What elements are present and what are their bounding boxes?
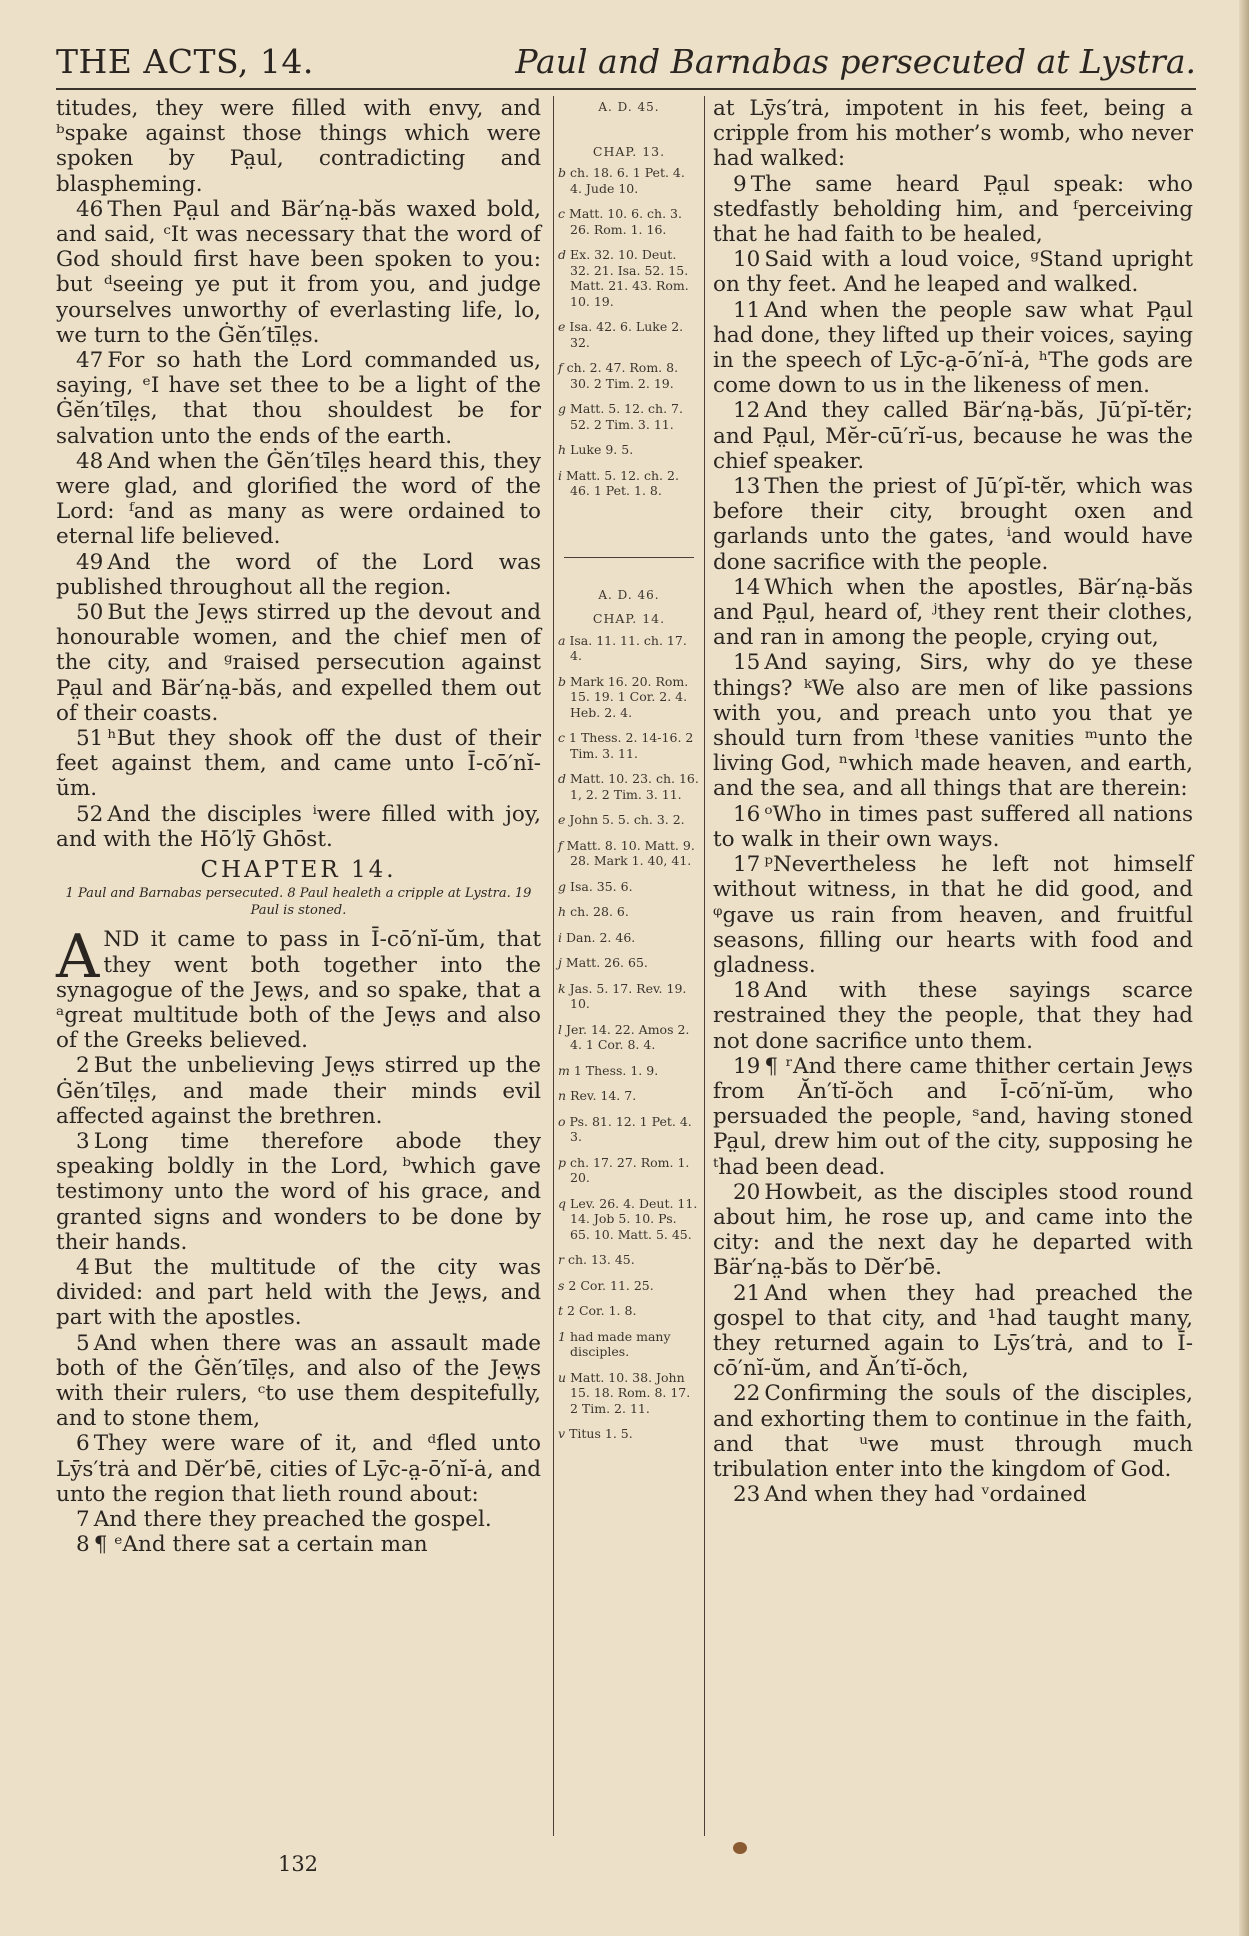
verse-text: ᵒWho in times past suffered all nations to walk in their own ways.: [713, 801, 1193, 852]
verse-number: 16: [733, 801, 761, 827]
reference-text: Matt. 10. 23. ch. 16. 1, 2. 2 Tim. 3. 11.: [570, 771, 699, 802]
reference-letter: s: [558, 1277, 565, 1293]
verse-number: 4: [76, 1254, 90, 1280]
page-header: [56, 36, 1196, 90]
verse-text: Then Pa̤ul and Bär′na̤-băs waxed bold, and said, ᶜIt was necessary that the word of God should first have been spoken to you: but ᵈseeing ye put it from you, and judge yourselves unworthy of everlasting life, lo, we turn to the Ġĕn′tīle̤s.: [56, 196, 541, 348]
verse-text: The same heard Pa̤ul speak: who stedfastly beholding him, and ᶠperceiving that he had faith to be healed,: [713, 171, 1193, 248]
verse: [56, 96, 541, 197]
reference-letter: b: [558, 673, 567, 689]
verse-text: Howbeit, as the disciples stood round about him, he rose up, and came into the city: and the next day he departed with Bär′na̤-băs to Dĕr′bē.: [713, 1179, 1193, 1281]
reference-letter: f: [558, 360, 563, 375]
ink-spot: [733, 1842, 747, 1854]
reference-letter: k: [558, 980, 566, 996]
reference-letter: v: [558, 1426, 566, 1441]
reference-text: John 5. 5. ch. 3. 2.: [569, 812, 685, 827]
cross-reference: [558, 1088, 700, 1104]
drop-cap: A: [56, 922, 100, 993]
reference-letter: c: [558, 730, 566, 745]
reference-text: Lev. 26. 4. Deut. 11. 14. Job 5. 10. Ps. 65. 10. Matt. 5. 45.: [570, 1195, 698, 1242]
reference-letter: j: [558, 955, 562, 970]
verse-text: And when the people saw what Pa̤ul had done, they lifted up their voices, saying in the speech of Lȳc-a̤-ō′nĭ-ȧ, ʰThe gods are come down to us in the likeness of men.: [713, 297, 1193, 399]
verse-text: And there they preached the gospel.: [93, 1506, 492, 1532]
verse-text: ᵖNevertheless he left not himself without witness, in that he did good, and ᵠgave us rain from heaven, and fruitful seasons, filling our hearts with food and gladness.: [713, 852, 1193, 978]
cross-reference: [558, 1063, 700, 1079]
cross-reference: [558, 442, 700, 458]
chapter-marker-top: CHAP. 13.: [592, 143, 666, 159]
verse: [713, 852, 1193, 978]
verse-number: 50: [76, 600, 104, 626]
verse-number: 15: [733, 650, 761, 676]
verse-text: titudes, they were filled with envy, and ᵇspake against those things which were spoken by Pa̤ul, contradicting and blaspheming.: [56, 96, 541, 197]
reference-letter: o: [558, 1113, 566, 1129]
reference-text: Matt. 8. 10. Matt. 9. 28. Mark 1. 40, 41.: [566, 837, 695, 868]
page-number: 132: [277, 1852, 319, 1876]
reference-text: Isa. 35. 6.: [570, 878, 633, 894]
verse-text: at Lȳs′trȧ, impotent in his feet, being a cripple from his mother’s womb, who never had walked:: [713, 96, 1193, 172]
cross-reference: [558, 633, 700, 664]
cross-reference: [558, 1278, 700, 1294]
verse-text: And when the Ġĕn′tīle̤s heard this, they were glad, and glorified the word of the Lord: ᶠand as many as were ordained to eternal life believed.: [56, 448, 541, 550]
reference-letter: 1: [558, 1328, 566, 1344]
verse-number: 17: [733, 852, 761, 878]
cross-reference: [558, 1114, 700, 1145]
reference-text: Mark 16. 20. Rom. 15. 19. 1 Cor. 2. 4. Heb. 2. 4.: [570, 673, 689, 720]
verse: [713, 1054, 1193, 1180]
verse: [713, 1482, 1193, 1507]
verse-text: But the Jew̤s stirred up the devout and honourable women, and the chief men of the city, and ᵍraised persecution against Pa̤ul and Bär′na̤-băs, and expelled them out of their coasts.: [56, 600, 541, 726]
reference-text: Jas. 5. 17. Rev. 19. 10.: [569, 980, 687, 1011]
running-head-book: THE ACTS, 14.: [56, 42, 314, 81]
page-edge: [1239, 0, 1249, 1936]
reference-text: Ps. 81. 12. 1 Pet. 4. 3.: [569, 1113, 692, 1144]
verse: [56, 802, 541, 852]
verse: [56, 449, 541, 550]
column-rule-left: [553, 96, 554, 1836]
verse-number: 20: [733, 1179, 761, 1205]
verse-number: 22: [733, 1381, 761, 1407]
verse-text: And when they had preached the gospel to that city, and ¹had taught many, they returned again to Lȳs′trȧ, and to Ī-cō′nĭ-ŭm, and Ăn′tĭ-ŏch,: [713, 1280, 1193, 1382]
verse: [713, 398, 1193, 474]
verse-text: Said with a loud voice, ᵍStand upright on thy feet. And he leaped and walked.: [713, 247, 1193, 298]
reference-text: 1 Thess. 2. 14-16. 2 Tim. 3. 11.: [569, 730, 694, 761]
verse-number: 19: [733, 1053, 761, 1079]
reference-text: Matt. 5. 12. ch. 7. 52. 2 Tim. 3. 11.: [570, 401, 683, 432]
verse-number: 46: [76, 196, 104, 222]
verse-number: 7: [76, 1506, 90, 1532]
verse-number: 47: [76, 348, 104, 374]
chapter-title: CHAPTER 14.: [200, 857, 397, 884]
running-head-topic: Paul and Barnabas persecuted at Lystra.: [515, 42, 1196, 81]
reference-text: Isa. 11. 11. ch. 17. 4.: [569, 632, 687, 663]
verse: [713, 1281, 1193, 1382]
verse: [713, 474, 1193, 575]
verse-text: They were ware of it, and ᵈfled unto Lȳs′trȧ and Dĕr′bē, cities of Lȳc-a̤-ō′nĭ-ȧ, and unto the region that lieth round about:: [56, 1431, 541, 1507]
cross-reference: [558, 319, 700, 350]
verse-number: 3: [76, 1128, 90, 1154]
verse-text: Confirming the souls of the disciples, and exhorting them to continue in the faith, and that ᵘwe must through much tribulation enter into the kingdom of God.: [713, 1381, 1193, 1482]
cross-reference: [558, 812, 700, 828]
reference-letter: h: [558, 904, 567, 919]
verse-text: Long time therefore abode they speaking boldly in the Lord, ᵇwhich gave testimony unto the word of his grace, and granted signs and wonders to be done by their hands.: [56, 1128, 541, 1255]
reference-text: Matt. 26. 65.: [565, 955, 648, 970]
verse-number: 9: [733, 171, 747, 197]
reference-text: ch. 2. 47. Rom. 8. 30. 2 Tim. 2. 19.: [566, 360, 679, 391]
reference-text: Ex. 32. 10. Deut. 32. 21. Isa. 52. 15. Matt. 21. 43. Rom. 10. 19.: [570, 247, 689, 309]
verse: [56, 1331, 541, 1432]
cross-reference: [558, 981, 700, 1012]
cross-reference: [558, 955, 700, 971]
reference-text: ch. 13. 45.: [567, 1252, 635, 1267]
cross-reference: [558, 1155, 700, 1186]
verse-number: 8: [76, 1532, 90, 1558]
cross-reference: [558, 771, 700, 802]
reference-text: Matt. 5. 12. ch. 2. 46. 1 Pet. 1. 8.: [566, 467, 679, 498]
verse: [713, 298, 1193, 399]
reference-text: Jer. 14. 22. Amos 2. 4. 1 Cor. 8. 4.: [566, 1021, 690, 1052]
reference-text: Dan. 2. 46.: [566, 929, 636, 945]
verse-text: ¶ ʳAnd there came thither certain Jew̤s from Ăn′tĭ-ŏch and Ī-cō′nĭ-ŭm, who persuaded the people, ˢand, having stoned Pa̤ul, drew him out of the city, supposing he ᵗhad been dead.: [713, 1053, 1193, 1180]
reference-text: Rev. 14. 7.: [570, 1088, 637, 1103]
cross-reference: [558, 468, 700, 499]
reference-letter: t: [558, 1303, 564, 1318]
verse-text: And saying, Sirs, why do ye these things? ᵏWe also are men of like passions with you, and preach unto you that ye should turn from ˡthese vanities ᵐunto the living God, ⁿwhich made heaven, and earth, and the sea, and all things that are therein:: [713, 650, 1193, 802]
verse-text: But the multitude of the city was divided: and part held with the Jew̤s, and part with the apostles.: [56, 1254, 541, 1331]
reference-letter: e: [558, 812, 566, 827]
verse-number: 12: [733, 398, 761, 424]
cross-reference: [558, 206, 700, 237]
cross-reference: [558, 879, 700, 895]
cross-reference: [558, 165, 700, 196]
verse-text: And when they had ᵛordained: [764, 1482, 1087, 1508]
year-marker-bottom: A. D. 46.: [598, 587, 660, 602]
verse-text: Which when the apostles, Bär′na̤-băs and Pa̤ul, heard of, ʲthey rent their clothes, and ran in among the people, crying out,: [713, 574, 1193, 651]
reference-letter: u: [558, 1369, 567, 1385]
cross-references-bottom: [558, 633, 700, 1442]
reference-letter: g: [558, 401, 567, 416]
verse-number: 48: [76, 448, 104, 474]
verse-number: 13: [733, 474, 761, 500]
verse-number: 18: [733, 978, 761, 1004]
verse: [713, 247, 1193, 297]
verses-after-chapter: [56, 922, 541, 1558]
verse-text: And when there was an assault made both of the Ġĕn′tīle̤s, and also of the Jew̤s with their rulers, ᶜto use them despitefully, and to stone them,: [56, 1330, 541, 1432]
cross-reference: [558, 1426, 700, 1442]
cross-reference: [558, 1196, 700, 1243]
reference-text: had made many disciples.: [569, 1328, 671, 1359]
reference-letter: h: [558, 442, 567, 457]
reference-letter: i: [558, 467, 562, 483]
year-marker-top: A. D. 45.: [598, 100, 660, 114]
cross-reference: [558, 1022, 700, 1053]
cross-reference: [558, 1370, 700, 1417]
reference-text: Luke 9. 5.: [570, 442, 634, 457]
reference-letter: d: [558, 247, 567, 262]
verse-text: And they called Bär′na̤-băs, Jū′pĭ-tĕr; and Pa̤ul, Mĕr-cū′rĭ-us, because he was the chief speaker.: [713, 398, 1193, 474]
verse-text: And the word of the Lord was published throughout all the region.: [56, 549, 541, 600]
left-text-column: [56, 96, 541, 1557]
chapter-marker-bottom: CHAP. 14.: [592, 611, 666, 626]
verse-text: But the unbelieving Jew̤s stirred up the Ġĕn′tīle̤s, and made their minds evil affected against the brethren.: [56, 1053, 541, 1129]
verse-number: 21: [733, 1280, 761, 1306]
verse: [56, 550, 541, 600]
verse-number: 5: [76, 1330, 90, 1356]
verse: [713, 575, 1193, 651]
verses-right: [713, 96, 1193, 1507]
verse: [56, 1129, 541, 1255]
cross-reference: [558, 730, 700, 761]
reference-text: Isa. 42. 6. Luke 2. 32.: [569, 319, 684, 350]
verse-number: 49: [76, 549, 104, 575]
reference-text: Matt. 10. 38. John 15. 18. Rom. 8. 17. 2 Tim. 2. 11.: [570, 1369, 691, 1416]
right-text-column: [713, 96, 1193, 1507]
reference-letter: d: [558, 771, 567, 786]
verse-number: 11: [733, 297, 761, 323]
reference-text: ch. 28. 6.: [570, 904, 629, 919]
verse: [56, 348, 541, 449]
verse-number: 23: [733, 1482, 761, 1508]
reference-letter: p: [558, 1154, 567, 1170]
reference-letter: c: [558, 206, 566, 221]
verse: [56, 726, 541, 802]
verse: [56, 1053, 541, 1129]
verse-text: And the disciples ⁱwere filled with joy, and with the Hō′lȳ Ghōst.: [56, 801, 541, 852]
reference-letter: q: [558, 1195, 567, 1211]
reference-letter: g: [558, 878, 567, 894]
verse: [56, 1431, 541, 1507]
reference-letter: a: [558, 632, 566, 648]
verse: [56, 1507, 541, 1532]
cross-reference: [558, 247, 700, 309]
chapter-summary: 1 Paul and Barnabas persecuted. 8 Paul healeth a cripple at Lystra. 19 Paul is stoned.: [65, 886, 532, 919]
reference-text: ch. 17. 27. Rom. 1. 20.: [570, 1154, 690, 1185]
reference-text: Matt. 10. 6. ch. 3. 26. Rom. 1. 16.: [569, 206, 682, 237]
cross-reference: [558, 930, 700, 946]
verse: [713, 1180, 1193, 1281]
reference-text: 2 Cor. 11. 25.: [568, 1277, 654, 1293]
reference-letter: e: [558, 319, 566, 334]
reference-text: 1 Thess. 1. 9.: [573, 1062, 659, 1078]
column-rule-right: [704, 96, 705, 1836]
reference-letter: n: [558, 1088, 567, 1103]
verse-text: For so hath the Lord commanded us, saying, ᵉI have set thee to be a light of the Ġĕn′tīle̤s, that thou shouldest be for salvation unto the ends of the earth.: [56, 348, 541, 449]
cross-reference: [558, 904, 700, 920]
verse-text: ND it came to pass in Ī-cō′nĭ-ŭm, that they went both together into the synagogue of the Jew̤s, and so spake, that a ᵃgreat multitude both of the Jew̤s and also of the Greeks believed.: [56, 927, 541, 1054]
reference-letter: i: [558, 929, 562, 945]
verse-number: 14: [733, 574, 761, 600]
verse: [713, 802, 1193, 852]
cross-reference: [558, 401, 700, 432]
verse-number: 6: [76, 1431, 90, 1457]
verse: [713, 650, 1193, 801]
verse: [713, 978, 1193, 1054]
reference-letter: l: [558, 1021, 562, 1037]
verse-number: 51: [76, 726, 104, 752]
cross-reference: [558, 838, 700, 869]
verse: [713, 172, 1193, 248]
cross-reference: [558, 1329, 700, 1360]
reference-separator: [564, 557, 694, 558]
verse-text: ʰBut they shook off the dust of their feet against them, and came unto Ī-cō′nĭ-ŭm.: [56, 726, 541, 802]
verse-number: 10: [733, 247, 761, 273]
cross-reference: [558, 674, 700, 721]
verse: [56, 1255, 541, 1331]
reference-text: ch. 18. 6. 1 Pet. 4. 4. Jude 10.: [570, 165, 685, 196]
cross-references-top: [558, 165, 700, 499]
verse: [56, 1532, 541, 1557]
cross-reference-column: [558, 100, 700, 1452]
verse: [56, 600, 541, 726]
verse-text: And with these sayings scarce restrained they the people, that they had not done sacrifice unto them.: [713, 978, 1193, 1054]
reference-text: Titus 1. 5.: [569, 1426, 633, 1441]
verse-number: 2: [76, 1053, 90, 1079]
cross-reference: [558, 1252, 700, 1268]
verse: [713, 1381, 1193, 1482]
verse: [56, 922, 541, 1054]
reference-letter: f: [558, 837, 563, 853]
verse: [713, 96, 1193, 172]
reference-letter: b: [558, 165, 567, 180]
verses-before-chapter: [56, 96, 541, 852]
cross-reference: [558, 1303, 700, 1319]
verse-number: 52: [76, 801, 104, 827]
reference-letter: m: [558, 1062, 570, 1078]
verse: [56, 197, 541, 348]
reference-letter: r: [558, 1252, 564, 1267]
verse-text: Then the priest of Jū′pĭ-tĕr, which was before their city, brought oxen and garlands unto the gates, ⁱand would have done sacrifice with the people.: [713, 474, 1193, 575]
cross-reference: [558, 360, 700, 391]
reference-text: 2 Cor. 1. 8.: [567, 1303, 637, 1318]
verse-text: ¶ ᵉAnd there sat a certain man: [93, 1532, 428, 1558]
